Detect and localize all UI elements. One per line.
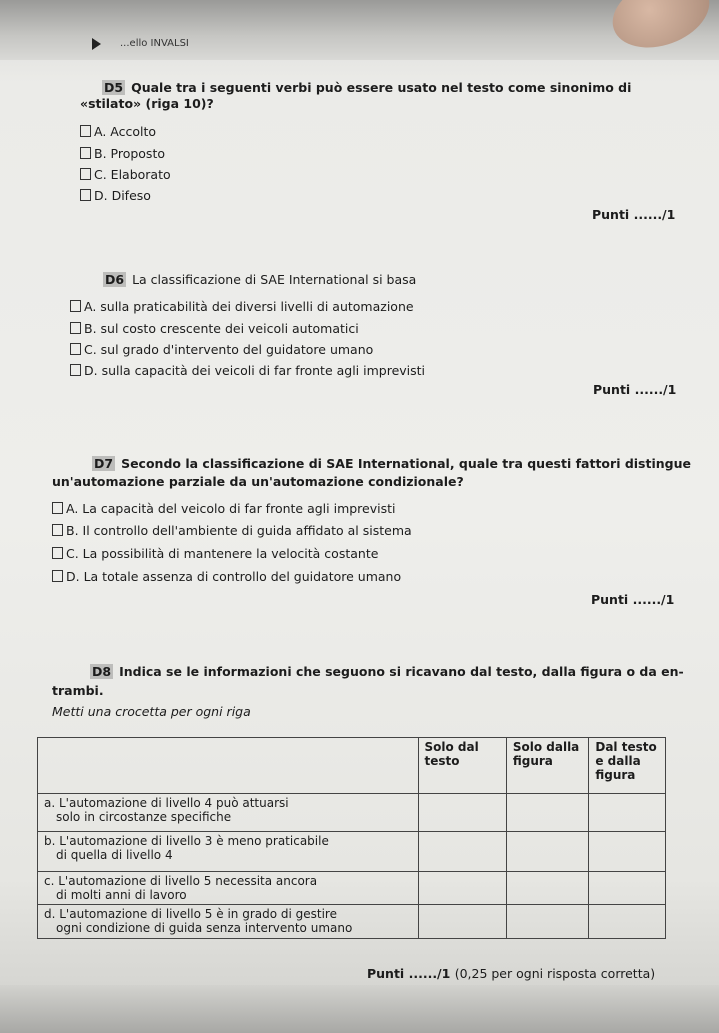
d7-option-d[interactable] <box>52 569 401 585</box>
option-label: A. sulla praticabilità dei diversi livelli di automazione <box>84 299 414 314</box>
answer-cell[interactable] <box>506 794 589 832</box>
table-header-row <box>38 738 666 794</box>
row-label-d <box>38 905 419 939</box>
d8-score-note: (0,25 per ogni risposta corretta) <box>454 966 656 981</box>
option-label: A. La capacità del veicolo di far fronte agli imprevisti <box>66 501 396 516</box>
question-d5 <box>80 80 680 112</box>
option-label: B. Il controllo dell'ambiente di guida affidato al sistema <box>66 523 412 538</box>
checkbox[interactable] <box>80 168 91 180</box>
answer-cell[interactable] <box>506 832 589 872</box>
checkbox[interactable] <box>70 364 81 376</box>
answer-cell[interactable] <box>589 832 666 872</box>
header-label: ...ello INVALSI <box>120 38 189 49</box>
d5-option-d[interactable] <box>80 188 151 204</box>
column-header-solo-figura: Solo dalla figura <box>506 738 589 794</box>
answer-cell[interactable] <box>589 872 666 905</box>
table-row <box>38 832 666 872</box>
question-number-d7: D7 <box>94 456 114 471</box>
question-number-d6: D6 <box>105 272 125 287</box>
answer-cell[interactable] <box>506 905 589 939</box>
table-row <box>38 872 666 905</box>
question-text-d5: Quale tra i seguenti verbi può essere usato nel testo come sinonimo di «stilato» (riga 10)? <box>80 80 632 111</box>
answer-cell[interactable] <box>418 832 506 872</box>
question-text-d8: Indica se le informazioni che seguono si ricavano dal testo, dalla figura o da en- <box>119 664 684 679</box>
checkbox[interactable] <box>70 300 81 312</box>
question-number-d5: D5 <box>104 80 124 95</box>
row-text: d. L'automazione di livello 5 è in grado di gestire <box>44 907 337 921</box>
option-label: C. Elaborato <box>94 167 171 182</box>
row-text: solo in circostanze specifiche <box>56 810 232 824</box>
question-text-d7: Secondo la classificazione di SAE International, quale tra questi fattori distingue <box>121 456 691 471</box>
d8-score <box>367 966 655 981</box>
d5-option-b[interactable] <box>80 146 165 162</box>
row-text: c. L'automazione di livello 5 necessita ancora <box>44 874 318 888</box>
checkbox[interactable] <box>70 343 81 355</box>
question-text-d8-line2: trambi. <box>52 683 104 698</box>
table-corner-cell <box>38 738 419 794</box>
d6-option-a[interactable] <box>70 299 414 315</box>
checkbox[interactable] <box>80 147 91 159</box>
row-text: di quella di livello 4 <box>56 848 173 862</box>
answer-cell[interactable] <box>418 794 506 832</box>
d8-answer-table <box>37 737 666 939</box>
row-text: ogni condizione di guida senza intervento umano <box>56 921 353 935</box>
question-text-d7-line2: un'automazione parziale da un'automazione condizionale? <box>52 474 464 489</box>
d6-option-b[interactable] <box>70 321 359 337</box>
d7-option-a[interactable] <box>52 501 396 517</box>
d5-option-c[interactable] <box>80 167 171 183</box>
row-text: a. L'automazione di livello 4 può attuarsi <box>44 796 289 810</box>
answer-cell[interactable] <box>506 872 589 905</box>
d7-score: Punti ....../1 <box>591 592 675 607</box>
page-bottom-shadow <box>0 985 719 1033</box>
column-header-solo-testo: Solo dal testo <box>418 738 506 794</box>
d5-score: Punti ....../1 <box>592 207 676 222</box>
checkbox[interactable] <box>52 547 63 559</box>
row-text: di molti anni di lavoro <box>56 888 187 902</box>
option-label: D. sulla capacità dei veicoli di far fronte agli imprevisti <box>84 363 426 378</box>
checkbox[interactable] <box>80 189 91 201</box>
page-top-shadow <box>0 0 719 60</box>
row-label-b <box>38 832 419 872</box>
option-label: B. sul costo crescente dei veicoli automatici <box>84 321 359 336</box>
checkbox[interactable] <box>70 322 81 334</box>
answer-cell[interactable] <box>418 872 506 905</box>
column-header-testo-figura: Dal testo e dalla figura <box>589 738 666 794</box>
option-label: C. La possibilità di mantenere la velocità costante <box>66 546 379 561</box>
checkbox[interactable] <box>52 502 63 514</box>
d7-option-c[interactable] <box>52 546 378 562</box>
checkbox[interactable] <box>80 125 91 137</box>
question-d7-line1 <box>92 456 691 472</box>
row-label-c <box>38 872 419 905</box>
d8-score-value: Punti ....../1 <box>367 966 451 981</box>
d6-option-d[interactable] <box>70 363 425 379</box>
checkbox[interactable] <box>52 524 63 536</box>
option-label: A. Accolto <box>94 124 157 139</box>
answer-cell[interactable] <box>589 794 666 832</box>
row-label-a <box>38 794 419 832</box>
question-text-d6: La classificazione di SAE International si basa <box>132 272 417 287</box>
table-row <box>38 794 666 832</box>
d8-instruction: Metti una crocetta per ogni riga <box>52 704 251 719</box>
question-d8-line1 <box>90 664 684 680</box>
d6-option-c[interactable] <box>70 342 373 358</box>
d7-option-b[interactable] <box>52 523 412 539</box>
table-row <box>38 905 666 939</box>
d5-option-a[interactable] <box>80 124 156 140</box>
option-label: D. Difeso <box>94 188 151 203</box>
answer-cell[interactable] <box>589 905 666 939</box>
question-d6 <box>103 272 416 288</box>
d6-score: Punti ....../1 <box>593 382 677 397</box>
arrow-icon <box>92 38 101 50</box>
option-label: D. La totale assenza di controllo del guidatore umano <box>66 569 402 584</box>
question-number-d8: D8 <box>92 664 112 679</box>
option-label: C. sul grado d'intervento del guidatore umano <box>84 342 374 357</box>
answer-cell[interactable] <box>418 905 506 939</box>
checkbox[interactable] <box>52 570 63 582</box>
option-label: B. Proposto <box>94 146 165 161</box>
row-text: b. L'automazione di livello 3 è meno praticabile <box>44 834 329 848</box>
